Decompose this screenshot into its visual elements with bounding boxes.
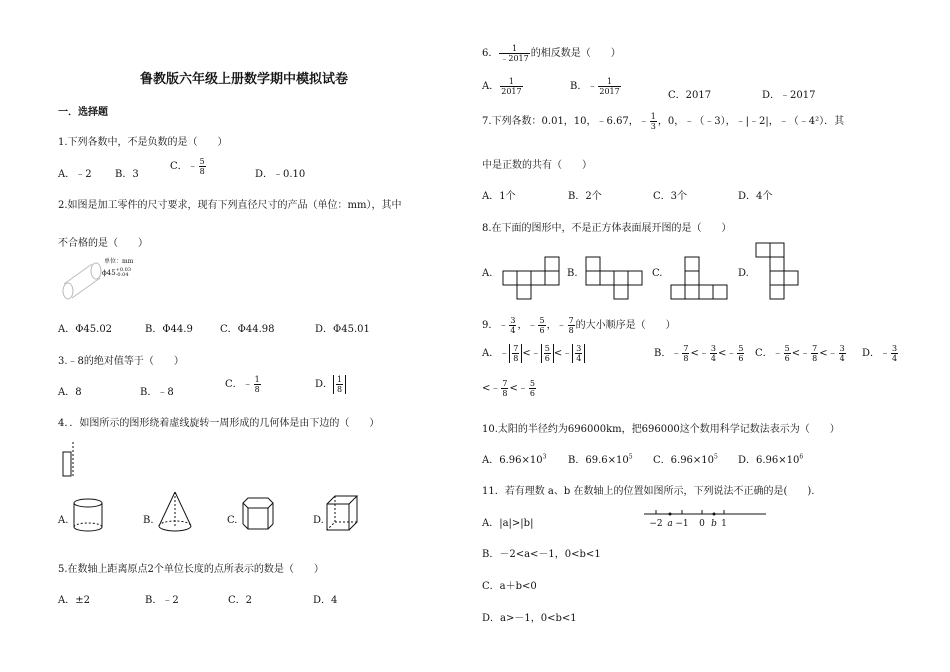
axis-label-b: b: [711, 519, 717, 529]
q7-option-d[interactable]: D．4个: [738, 191, 773, 202]
q4-stem: 4．．如图所示的图形绕着虚线旋转一周形成的几何体是由下边的（ ）: [58, 418, 380, 429]
q8-stem: 8.在下面的图形中，不是正方体表面展开图的是（ ）: [482, 223, 732, 234]
q9-option-a[interactable]: A．﹣ $\frac{7}{8}$ <﹣ $\frac{5}{6}$ <﹣ $\frac{3}{4}$: [482, 344, 585, 363]
q4-option-a[interactable]: A.: [58, 515, 69, 526]
q2-stem-line2: 不合格的是（ ）: [58, 238, 148, 249]
q5-option-a[interactable]: A．±2: [58, 595, 90, 606]
q4-rotation-figure: [60, 440, 80, 480]
q3-stem: 3.﹣8的绝对值等于（ ）: [58, 356, 184, 367]
q3-option-c[interactable]: [225, 375, 262, 394]
q11-stem: 11．若有理数 a、b 在数轴上的位置如图所示，下列说法不正确的是( ).: [482, 486, 815, 497]
q2-figure-dimension: ϕ45 +0.03 -0.04: [102, 267, 132, 278]
hexagonal-prism-icon: [240, 494, 276, 534]
q1-option-b[interactable]: B．3: [115, 169, 139, 180]
q5-option-c[interactable]: C．2: [228, 595, 253, 606]
q3-option-a[interactable]: A．8: [58, 387, 82, 398]
axis-label-0: 0: [699, 519, 705, 529]
q1-stem: 1.下列各数中，不是负数的是（ ）: [58, 137, 228, 148]
page-title: 鲁教版六年级上册数学期中模拟试卷: [140, 72, 349, 87]
q11-option-c[interactable]: C．a＋b<0: [482, 581, 537, 592]
q6-option-c[interactable]: C．2017: [668, 90, 712, 101]
q4-option-c[interactable]: C.: [227, 515, 238, 526]
q11-option-a[interactable]: A．|a|>|b|: [482, 518, 534, 529]
q11-option-b[interactable]: B．－2<a<－1，0<b<1: [482, 549, 601, 560]
q2-figure-unit: 单位：mm: [104, 258, 134, 265]
q10-option-c[interactable]: C．$6.96\times 10^5$: [653, 453, 718, 466]
q2-stem-line1: 2.如图是加工零件的尺寸要求，现有下列直径尺寸的产品（单位：mm），其中: [58, 200, 402, 211]
q1-option-d[interactable]: D．﹣0.10: [255, 169, 306, 180]
q7-stem-line1: 7.下列各数：0.01，10，﹣6.67，﹣ $\frac{1}{3}$ ，0，﹣（﹣3），﹣|﹣2|，﹣（﹣4²）．其: [482, 112, 845, 131]
cuboid-icon: [325, 494, 361, 534]
q7-stem-line2: 中是正数的共有（ ）: [482, 160, 592, 171]
cube-net-c-figure: [670, 256, 732, 300]
q9-stem: 9．﹣ $\frac{3}{4}$ ，﹣ $\frac{5}{6}$ ，﹣ $\frac{7}{8}$ 的大小顺序是（ ）: [482, 316, 676, 335]
q11-option-d[interactable]: D．a>－1，0<b<1: [482, 613, 577, 624]
q2-figure: [58, 254, 148, 302]
q6-option-d[interactable]: D．﹣2017: [762, 90, 816, 101]
axis-label-minus1: −1: [675, 519, 689, 529]
q5-stem: 5.在数轴上距离原点2个单位长度的点所表示的数是（ ）: [58, 564, 324, 575]
q8-option-b[interactable]: B.: [567, 268, 578, 279]
q9-option-b[interactable]: B．﹣ $\frac{7}{8}$ <﹣ $\frac{3}{4}$ <﹣ $\frac{5}{6}$: [654, 344, 744, 363]
axis-label-1: 1: [721, 519, 727, 529]
q8-option-d[interactable]: D.: [738, 268, 749, 279]
cube-net-d-figure: [755, 242, 805, 300]
q10-stem: 10.太阳的半径约为696000km，把696000这个数用科学记数法表示为（ ）: [482, 424, 840, 435]
axis-label-minus2: −2: [649, 519, 663, 529]
q5-option-d[interactable]: D．4: [313, 595, 338, 606]
q3-option-c-prefix: C．﹣: [225, 379, 253, 390]
q10-option-b[interactable]: B．$69.6\times 10^5$: [568, 453, 633, 466]
q1-option-a[interactable]: A．﹣2: [58, 169, 92, 180]
q2-option-a[interactable]: A．Φ45.02: [58, 324, 113, 335]
q7-option-b[interactable]: B．2个: [568, 191, 602, 202]
cylinder-icon: [70, 495, 106, 535]
q1-option-c[interactable]: [170, 157, 207, 176]
q1-option-c-fraction: $\frac{5}{8}$: [199, 157, 205, 176]
q3-option-d-fraction: $\frac{1}{8}$: [337, 375, 343, 394]
q2-option-c[interactable]: C．Φ44.98: [220, 324, 275, 335]
q3-option-b[interactable]: B．﹣8: [140, 387, 174, 398]
section-heading: 一．选择题: [58, 107, 108, 118]
q6-option-a[interactable]: A． $\frac{1}{2017}$: [482, 77, 522, 96]
q2-option-b[interactable]: B．Φ44.9: [145, 324, 193, 335]
q10-option-a[interactable]: A．$6.96\times 10^3$: [482, 453, 547, 466]
q9-option-d-continued: <﹣ $\frac{7}{8}$ <﹣ $\frac{5}{6}$: [482, 379, 535, 398]
q5-option-b[interactable]: B．﹣2: [145, 595, 179, 606]
q3-option-d-prefix: D．: [315, 379, 334, 390]
q10-option-d[interactable]: D．$6.96\times 10^6$: [738, 453, 804, 466]
q11-number-line: [640, 505, 770, 531]
q8-option-a[interactable]: A.: [482, 268, 493, 279]
q7-option-a[interactable]: A．1个: [482, 191, 516, 202]
cube-net-b-figure: [585, 256, 647, 300]
q2-option-d[interactable]: D．Φ45.01: [315, 324, 370, 335]
q4-option-b[interactable]: B.: [143, 515, 154, 526]
q8-option-c[interactable]: C.: [652, 268, 663, 279]
q3-option-d-abs: [333, 375, 346, 394]
q9-option-d[interactable]: D．﹣ $\frac{3}{4}$: [862, 344, 898, 363]
q3-option-c-fraction: $\frac{1}{8}$: [254, 375, 260, 394]
axis-label-a: a: [667, 519, 673, 529]
q3-option-d[interactable]: [315, 375, 346, 394]
pipe-part-figure: [58, 254, 148, 302]
q9-option-c[interactable]: C．﹣ $\frac{5}{6}$ <﹣ $\frac{7}{8}$ <﹣ $\frac{3}{4}$: [755, 344, 845, 363]
q6-option-b[interactable]: B．﹣ $\frac{1}{2017}$: [570, 77, 620, 96]
q1-option-c-prefix: C．﹣: [170, 161, 198, 172]
cone-icon: [155, 490, 195, 535]
q7-option-c[interactable]: C．3个: [653, 191, 688, 202]
q4-option-d[interactable]: D.: [313, 515, 324, 526]
cube-net-a-figure: [502, 256, 564, 300]
q6-stem: 6． $\frac{1}{﹣2017}$ 的相反数是（ ）: [482, 44, 621, 63]
